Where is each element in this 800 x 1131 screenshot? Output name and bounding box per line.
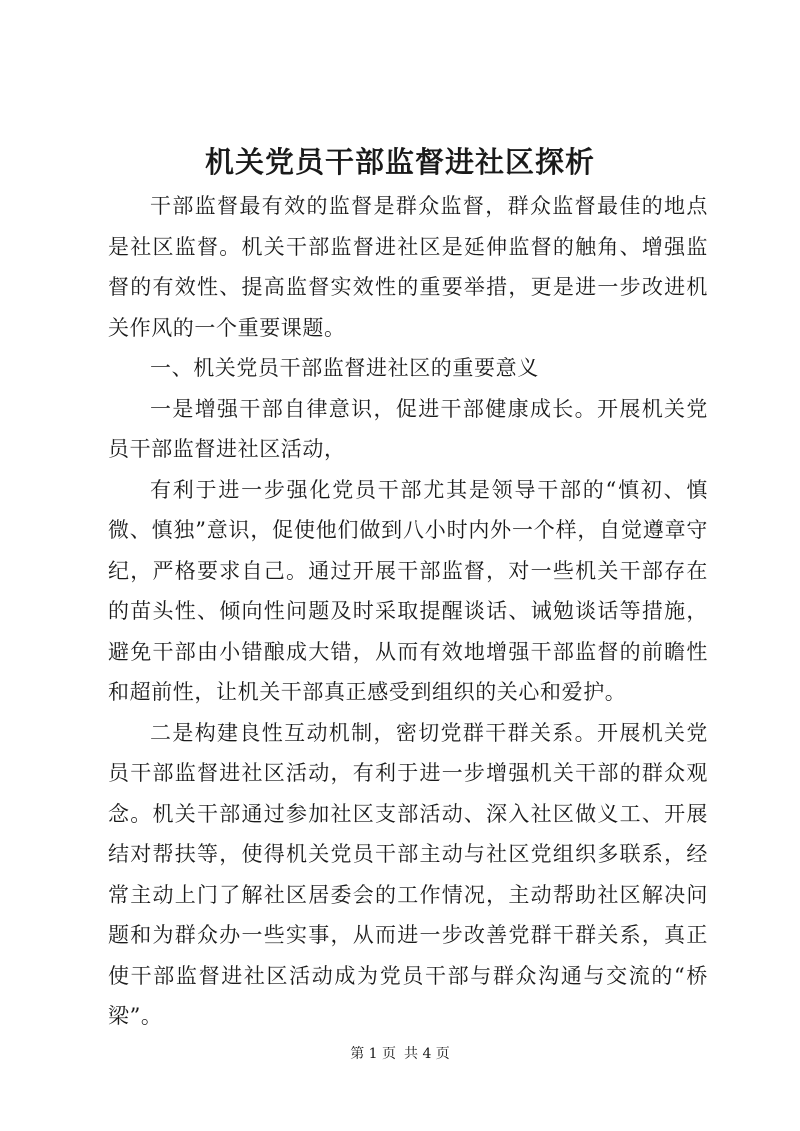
paragraph-point-1: 一是增强干部自律意识，促进干部健康成长。开展机关党员干部监督进社区活动， xyxy=(108,396,708,461)
document-title: 机关党员干部监督进社区探析 xyxy=(204,145,595,179)
document-body xyxy=(108,186,708,1037)
paragraph-intro: 干部监督最有效的监督是群众监督，群众监督最佳的地点是社区监督。机关干部监督进社区是延伸监督的触角、增强监督的有效性、提高监督实效性的重要举措，更是进一步改进机关作风的一个重要课题。 xyxy=(108,194,708,340)
page-footer xyxy=(0,1044,800,1064)
page-total: 共 4 页 xyxy=(404,1046,450,1062)
paragraph-point-2: 二是构建良性互动机制，密切党群干群关系。开展机关党员干部监督进社区活动，有利于进一步增强机关干部的群众观念。机关干部通过参加社区支部活动、深入社区做义工、开展结对帮扶等，使得机关党员干部主动与社区党组织多联系，经常主动上门了解社区居委会的工作情况，主动帮助社区解决问题和为群众办一些实事，从而进一步改善党群干群关系，真正使干部监督进社区活动成为党员干部与群众沟通与交流的“桥梁”。 xyxy=(108,720,708,1028)
section-heading-1: 一、机关党员干部监督进社区的重要意义 xyxy=(150,356,539,380)
page-number: 第 1 页 xyxy=(350,1046,396,1062)
paragraph-point-1-detail: 有利于进一步强化党员干部尤其是领导干部的“慎初、慎微、慎独”意识，促使他们做到八小时内外一个样，自觉遵章守纪，严格要求自己。通过开展干部监督，对一些机关干部存在的苗头性、倾向性问题及时采取提醒谈话、诫勉谈话等措施，避免干部由小错酿成大错，从而有效地增强干部监督的前瞻性和超前性，让机关干部真正感受到组织的关心和爱护。 xyxy=(108,477,708,704)
